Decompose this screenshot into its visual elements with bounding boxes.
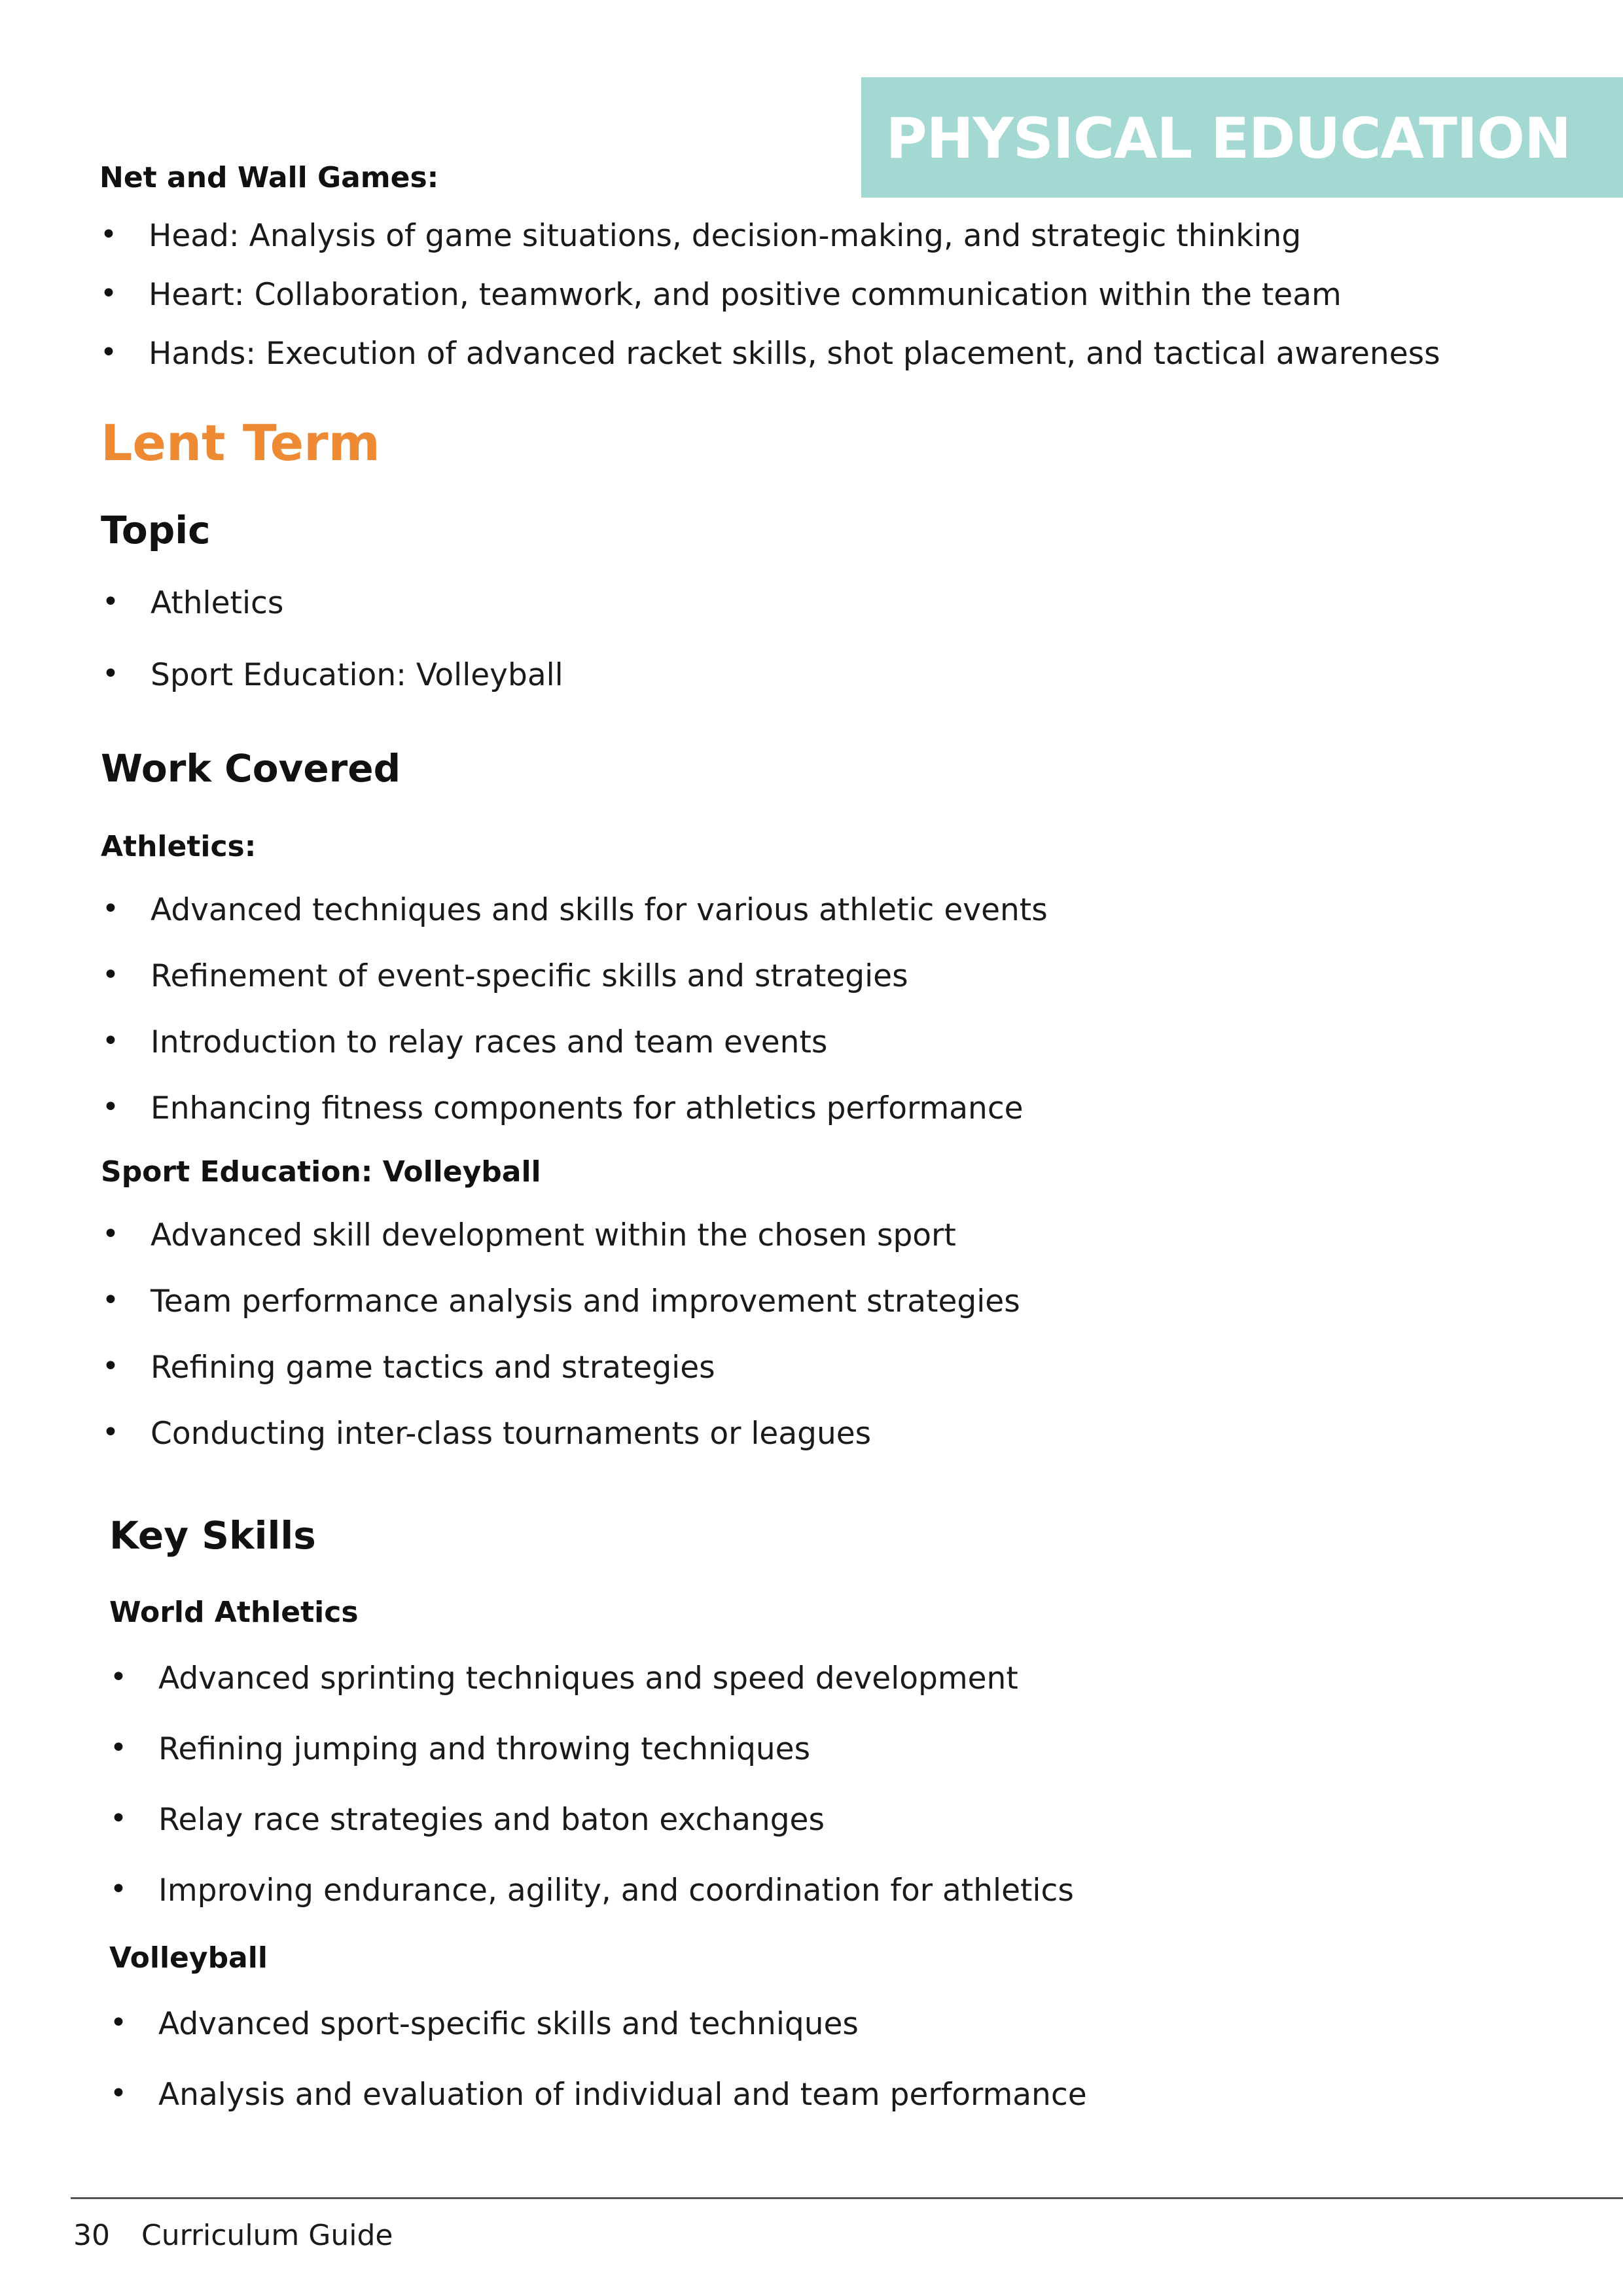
net-wall-list: [149, 218, 1623, 372]
list-item: • Advanced sport-specific skills and techniques: [158, 2006, 1623, 2042]
list-item: • Advanced techniques and skills for various athletic events: [151, 892, 1623, 928]
list-item: • Enhancing fitness components for athletics performance: [151, 1090, 1623, 1126]
list-item: • Conducting inter-class tournaments or leagues: [151, 1416, 1623, 1452]
work-covered-section: [0, 746, 1623, 1452]
volleyball-work-list: [151, 1217, 1623, 1452]
key-skills-heading: Key Skills: [109, 1513, 316, 1558]
term-section: [0, 414, 1623, 472]
athletics-work-list: [151, 892, 1623, 1126]
world-athletics-heading: World Athletics: [109, 1596, 359, 1629]
page-number: 30: [73, 2219, 110, 2252]
list-item: • Advanced sprinting techniques and speed development: [158, 1660, 1623, 1696]
page-category-title: PHYSICAL EDUCATION: [885, 106, 1571, 171]
list-item: • Heart: Collaboration, teamwork, and positive communication within the team: [149, 277, 1623, 313]
footer-label: Curriculum Guide: [141, 2219, 393, 2252]
footer-divider: [71, 2197, 1623, 2199]
volleyball-skills-heading: Volleyball: [109, 1941, 268, 1975]
volleyball-work-heading: Sport Education: Volleyball: [101, 1155, 541, 1189]
list-item: • Relay race strategies and baton exchanges: [158, 1802, 1623, 1838]
net-wall-section: [0, 161, 1623, 372]
list-item: • Head: Analysis of game situations, decision-making, and strategic thinking: [149, 218, 1623, 254]
topic-list: [151, 585, 1623, 693]
world-athletics-list: [158, 1660, 1623, 1909]
key-skills-section: [0, 1513, 1623, 2113]
athletics-heading: Athletics:: [101, 830, 257, 863]
work-covered-heading: Work Covered: [101, 746, 401, 791]
volleyball-skills-list: [158, 2006, 1623, 2113]
list-item: • Introduction to relay races and team events: [151, 1024, 1623, 1060]
list-item: • Advanced skill development within the chosen sport: [151, 1217, 1623, 1253]
list-item: • Refinement of event-specific skills and strategies: [151, 958, 1623, 994]
list-item: • Sport Education: Volleyball: [151, 657, 1623, 693]
list-item: • Refining game tactics and strategies: [151, 1350, 1623, 1386]
list-item: • Analysis and evaluation of individual and team performance: [158, 2077, 1623, 2113]
list-item: • Hands: Execution of advanced racket skills, shot placement, and tactical awareness: [149, 336, 1623, 372]
list-item: • Improving endurance, agility, and coordination for athletics: [158, 1873, 1623, 1909]
term-title: Lent Term: [101, 414, 380, 472]
list-item: • Athletics: [151, 585, 1623, 621]
topic-heading: Topic: [101, 508, 211, 552]
list-item: • Team performance analysis and improvement strategies: [151, 1283, 1623, 1319]
net-wall-heading: Net and Wall Games:: [99, 161, 439, 194]
list-item: • Refining jumping and throwing techniques: [158, 1731, 1623, 1767]
footer: [73, 2219, 393, 2252]
topic-section: [0, 508, 1623, 693]
